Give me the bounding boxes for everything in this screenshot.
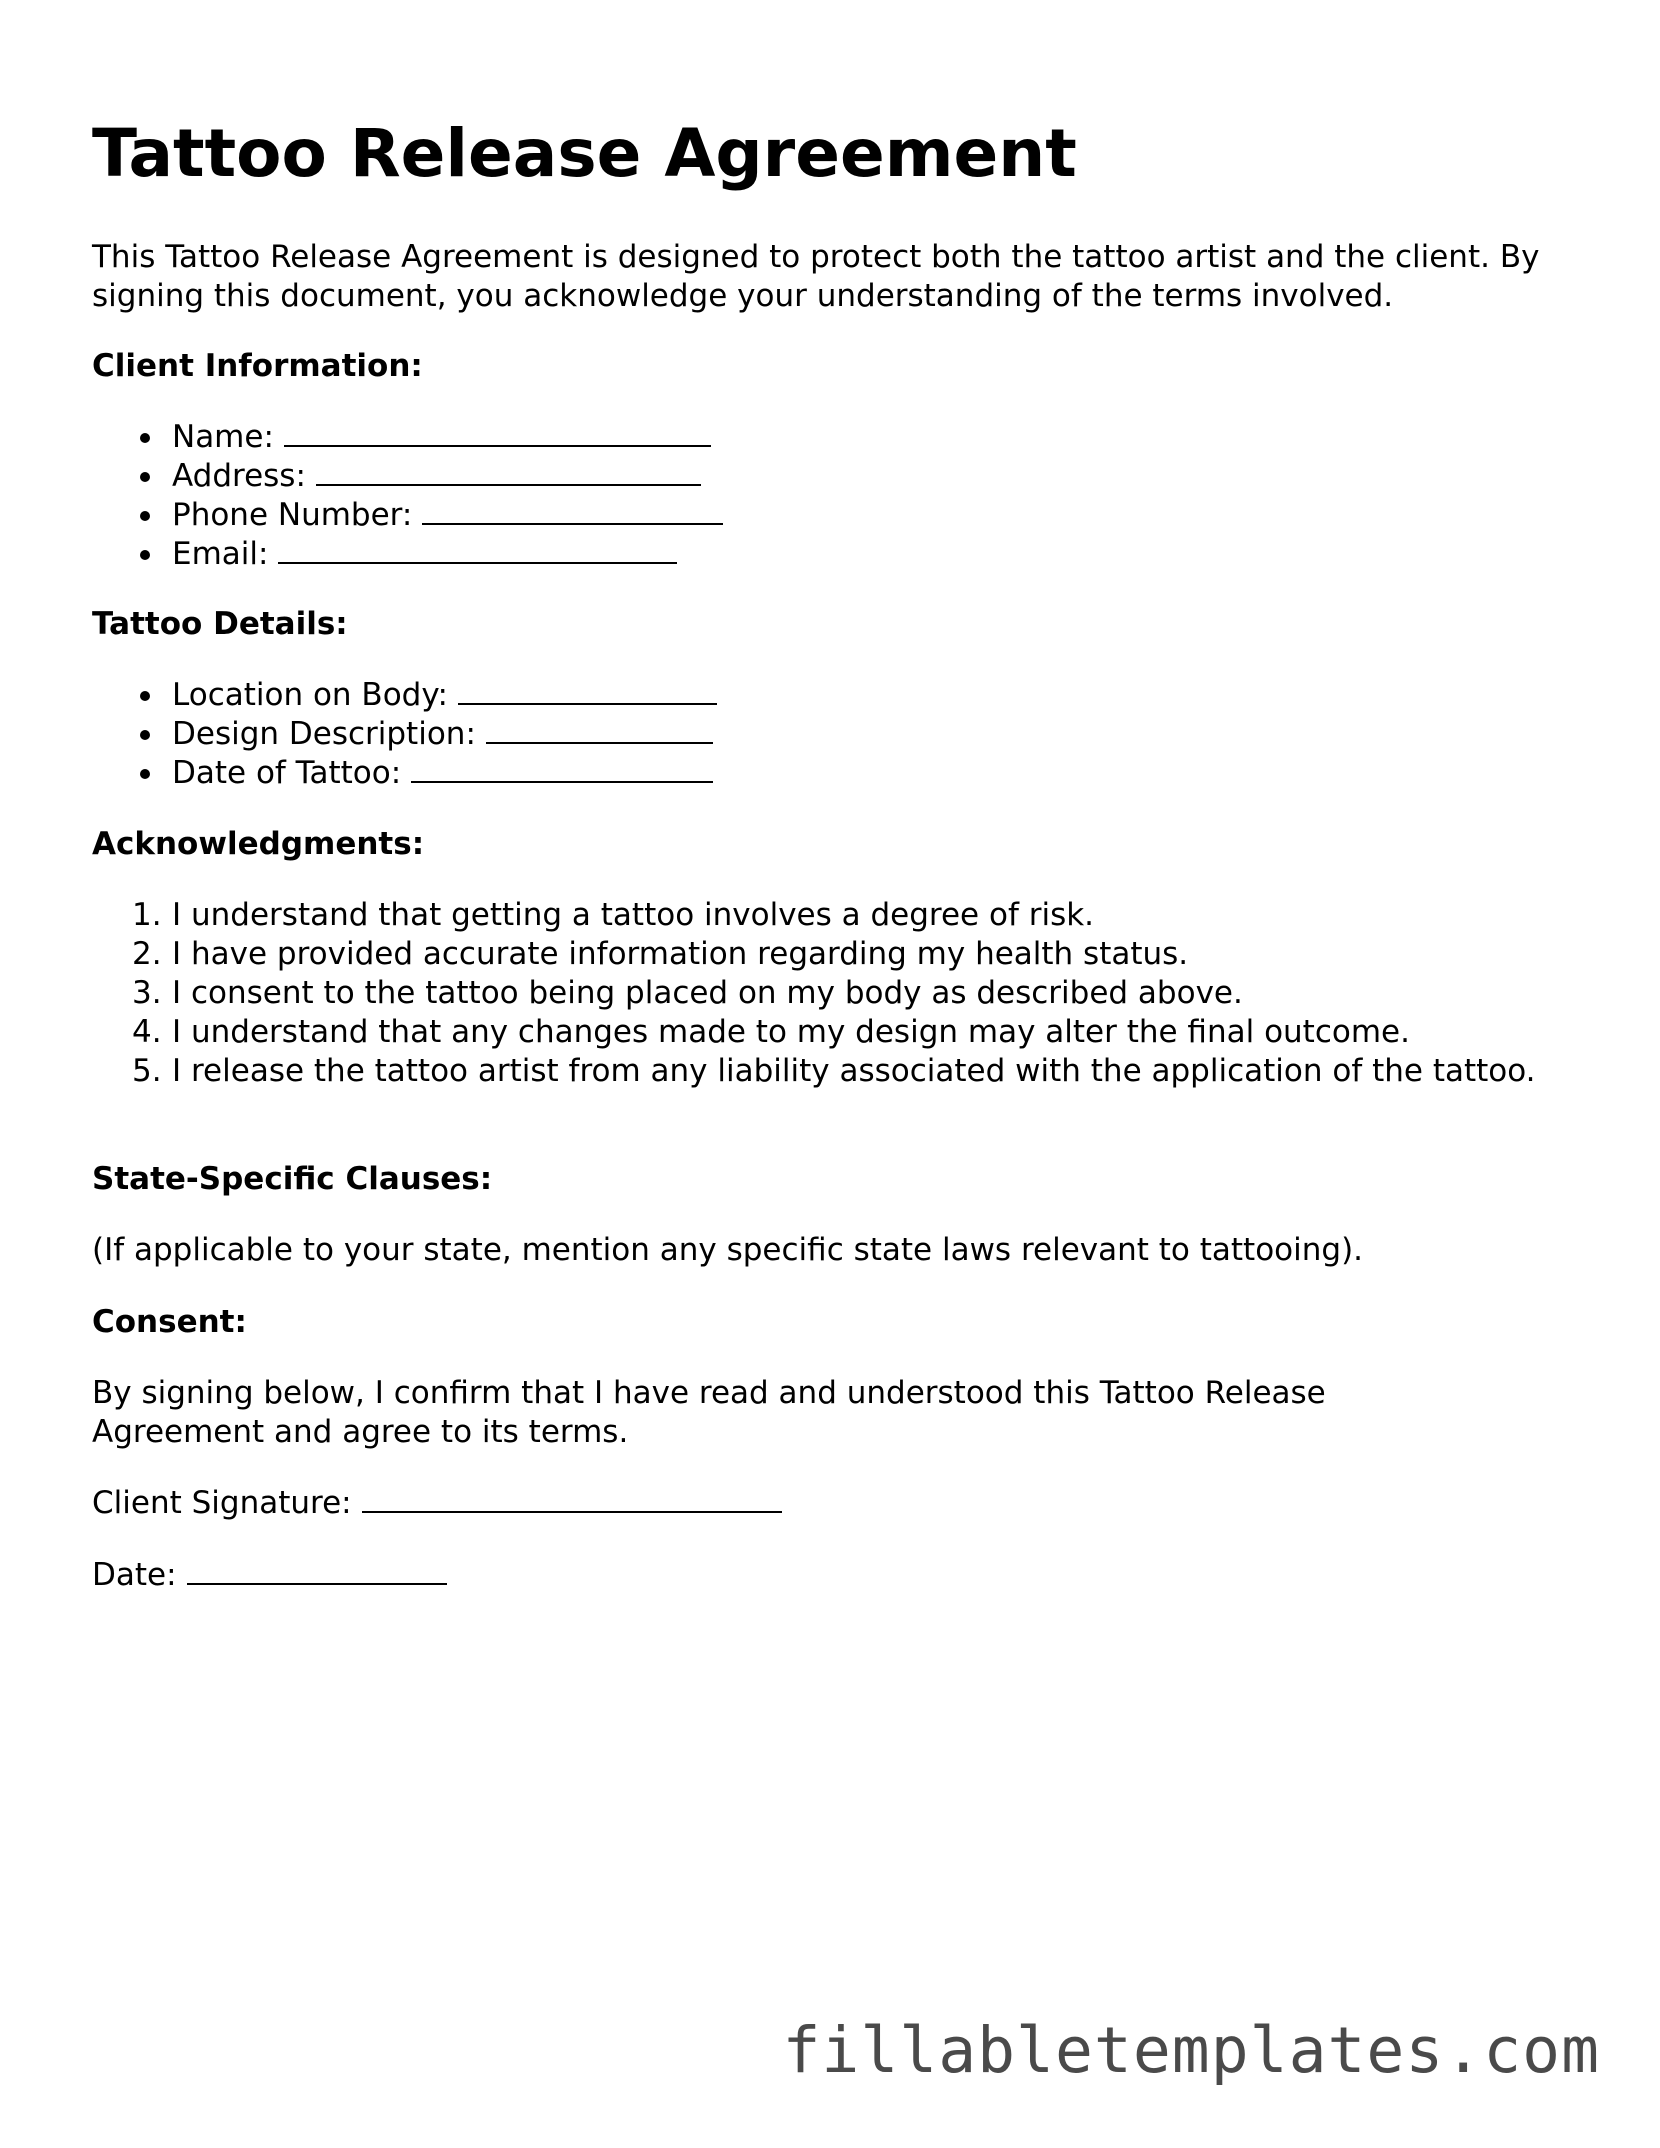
acknowledgment-text: I have provided accurate information regarding my health status. xyxy=(172,936,1189,972)
document-title: Tattoo Release Agreement xyxy=(92,115,1077,192)
list-item xyxy=(92,676,1552,715)
list-item xyxy=(92,974,1552,1013)
acknowledgments-heading: Acknowledgments: xyxy=(92,826,425,862)
list-item xyxy=(92,418,1552,457)
client-information-heading: Client Information: xyxy=(92,348,423,384)
list-item xyxy=(92,715,1552,754)
list-item xyxy=(92,457,1552,496)
location-on-body-label: Location on Body: xyxy=(172,677,448,713)
list-item xyxy=(92,935,1552,974)
email-field[interactable] xyxy=(278,535,677,564)
design-description-label: Design Description: xyxy=(172,716,476,752)
list-number: 5. xyxy=(132,1053,162,1089)
list-item xyxy=(92,496,1552,535)
date-line xyxy=(92,1556,447,1595)
tattoo-details-heading: Tattoo Details: xyxy=(92,606,348,642)
tattoo-details-list xyxy=(92,676,1552,793)
state-specific-text: (If applicable to your state, mention any specific state laws relevant to tattooing). xyxy=(92,1232,1364,1268)
client-signature-label: Client Signature: xyxy=(92,1485,352,1521)
watermark-text: fillabletemplates.com xyxy=(782,2014,1600,2087)
client-signature-line xyxy=(92,1484,782,1523)
address-field[interactable] xyxy=(316,457,701,486)
date-of-tattoo-field[interactable] xyxy=(411,754,713,783)
date-of-tattoo-label: Date of Tattoo: xyxy=(172,755,402,791)
date-label: Date: xyxy=(92,1557,177,1593)
list-number: 1. xyxy=(132,897,162,933)
name-field[interactable] xyxy=(284,418,711,447)
phone-number-label: Phone Number: xyxy=(172,497,413,533)
client-signature-field[interactable] xyxy=(362,1484,782,1513)
date-field[interactable] xyxy=(187,1556,447,1585)
design-description-field[interactable] xyxy=(486,715,713,744)
list-item xyxy=(92,754,1552,793)
intro-paragraph: This Tattoo Release Agreement is designed to protect both the tattoo artist and the client. By signing this document, you acknowledge your understanding of the terms involved. xyxy=(92,239,1540,314)
acknowledgment-text: I understand that any changes made to my design may alter the final outcome. xyxy=(172,1014,1410,1050)
name-label: Name: xyxy=(172,419,274,455)
client-information-list xyxy=(92,418,1552,574)
state-specific-heading: State-Specific Clauses: xyxy=(92,1161,493,1197)
list-item xyxy=(92,1013,1552,1052)
address-label: Address: xyxy=(172,458,306,494)
list-number: 3. xyxy=(132,975,162,1011)
list-item xyxy=(92,535,1552,574)
list-number: 4. xyxy=(132,1014,162,1050)
email-label: Email: xyxy=(172,536,269,572)
consent-text: By signing below, I confirm that I have read and understood this Tattoo Release Agreement and agree to its terms. xyxy=(92,1375,1326,1450)
list-number: 2. xyxy=(132,936,162,972)
acknowledgment-text: I consent to the tattoo being placed on my body as described above. xyxy=(172,975,1243,1011)
acknowledgment-text: I release the tattoo artist from any liability associated with the application of the tattoo. xyxy=(172,1053,1536,1089)
acknowledgments-list xyxy=(92,896,1552,1091)
acknowledgment-text: I understand that getting a tattoo involves a degree of risk. xyxy=(172,897,1095,933)
location-on-body-field[interactable] xyxy=(458,676,717,705)
phone-number-field[interactable] xyxy=(422,496,723,525)
list-item xyxy=(92,896,1552,935)
consent-heading: Consent: xyxy=(92,1304,247,1340)
list-item xyxy=(92,1052,1552,1091)
